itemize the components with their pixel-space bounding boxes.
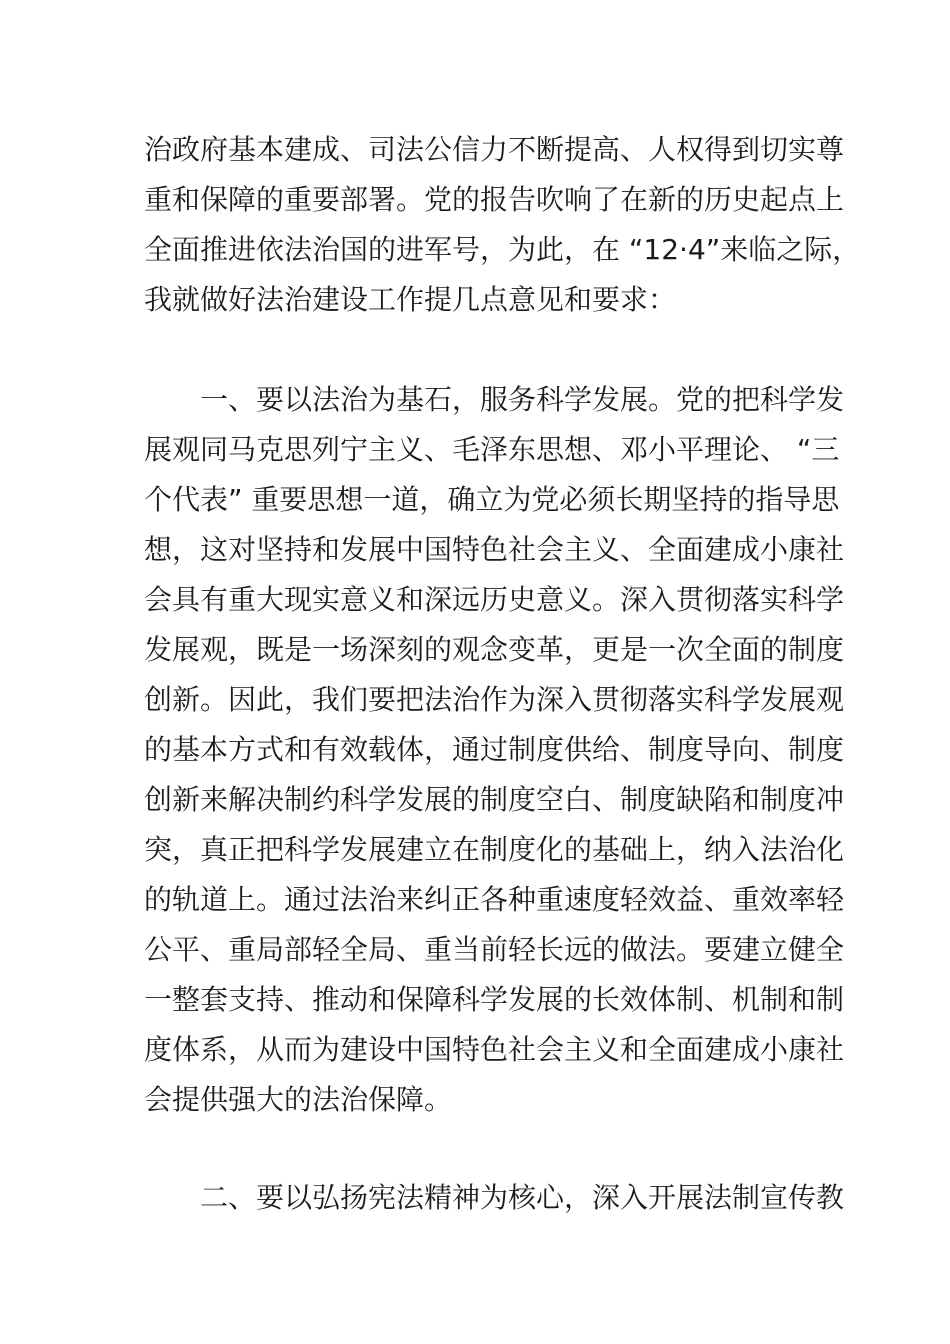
paragraph-line: 会提供强大的法治保障。 — [144, 1083, 453, 1116]
paragraph-line: 创新。因此，我们要把法治作为深入贯彻落实科学发展观 — [144, 683, 845, 716]
paragraph-line: 突，真正把科学发展建立在制度化的基础上，纳入法治化 — [144, 833, 845, 866]
paragraph-line: 我就做好法治建设工作提几点意见和要求： — [144, 283, 677, 316]
paragraph-line: 发展观，既是一场深刻的观念变革，更是一次全面的制度 — [144, 633, 845, 666]
paragraph-line: 公平、重局部轻全局、重当前轻长远的做法。要建立健全 — [144, 933, 845, 966]
paragraph-line: 展观同马克思列宁主义、毛泽东思想、邓小平理论、 “三 — [144, 433, 840, 466]
paragraph-line: 重和保障的重要部署。党的报告吹响了在新的历史起点上 — [144, 183, 845, 216]
paragraph-line: 度体系，从而为建设中国特色社会主义和全面建成小康社 — [144, 1033, 845, 1066]
paragraph-line: 治政府基本建成、司法公信力不断提高、人权得到切实尊 — [144, 133, 845, 166]
section-two-paragraph — [144, 1173, 845, 1223]
paragraph-line: 的轨道上。通过法治来纠正各种重速度轻效益、重效率轻 — [144, 883, 845, 916]
paragraph-line: 想，这对坚持和发展中国特色社会主义、全面建成小康社 — [144, 533, 845, 566]
paragraph-line: 一、要以法治为基石，服务科学发展。党的把科学发 — [144, 383, 845, 416]
paragraph-line: 个代表” 重要思想一道，确立为党必须长期坚持的指导思 — [144, 483, 840, 516]
paragraph-line: 会具有重大现实意义和深远历史意义。深入贯彻落实科学 — [144, 583, 845, 616]
paragraph-line: 的基本方式和有效载体，通过制度供给、制度导向、制度 — [144, 733, 845, 766]
paragraph-line: 一整套支持、推动和保障科学发展的长效体制、机制和制 — [144, 983, 845, 1016]
section-one-paragraph — [144, 375, 845, 1125]
paragraph-line: 创新来解决制约科学发展的制度空白、制度缺陷和制度冲 — [144, 783, 845, 816]
paragraph-line: 二、要以弘扬宪法精神为核心，深入开展法制宣传教 — [144, 1181, 845, 1214]
paragraph-line: 全面推进依法治国的进军号，为此，在 “12·4”来临之际， — [144, 233, 861, 266]
intro-paragraph — [144, 125, 861, 325]
